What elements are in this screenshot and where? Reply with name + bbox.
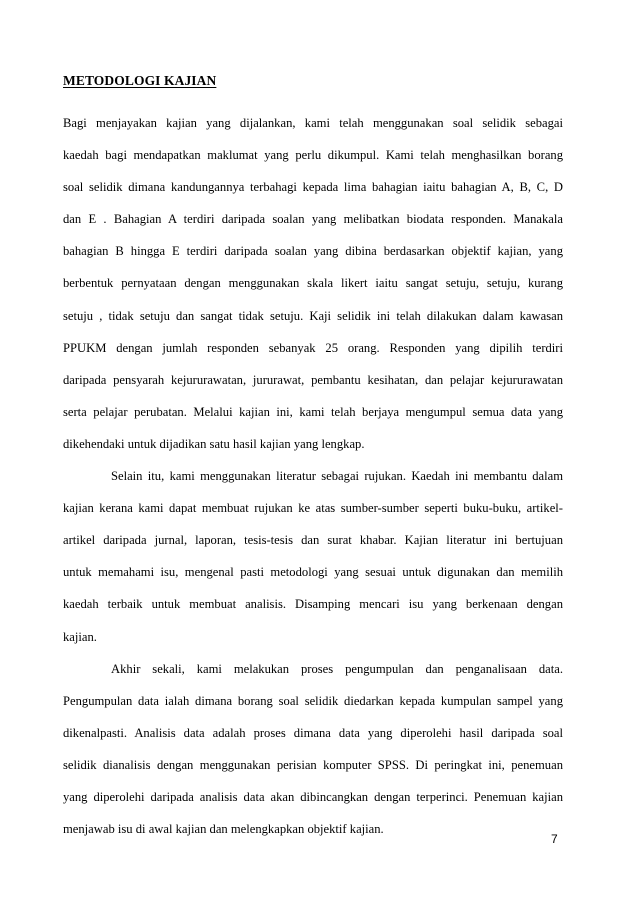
- text-line: serta pelajar perubatan. Melalui kajian ini, kami telah berjaya mengumpul semua data yang: [63, 404, 563, 419]
- paragraph-1: [63, 107, 563, 460]
- text-line: setuju , tidak setuju dan sangat tidak setuju. Kaji selidik ini telah dilakukan dalam kawasan: [63, 308, 563, 323]
- text-line: Pengumpulan data ialah dimana borang soal selidik diedarkan kepada kumpulan sampel yang: [63, 693, 563, 708]
- text-line: daripada pensyarah kejururawatan, jururawat, pembantu kesihatan, dan pelajar kejururawatan: [63, 372, 563, 387]
- text-line: PPUKM dengan jumlah responden sebanyak 25 orang. Responden yang dipilih terdiri: [63, 340, 563, 355]
- text-line: menjawab isu di awal kajian dan melengkapkan objektif kajian.: [63, 822, 384, 837]
- text-line: kaedah bagi mendapatkan maklumat yang perlu dikumpul. Kami telah menghasilkan borang: [63, 148, 563, 163]
- text-line: dikenalpasti. Analisis data adalah proses dimana data yang diperolehi hasil daripada soal: [63, 725, 563, 740]
- text-line: kaedah terbaik untuk membuat analisis. Disamping mencari isu yang berkenaan dengan: [63, 597, 563, 612]
- text-line: soal selidik dimana kandungannya terbahagi kepada lima bahagian iaitu bahagian A, B, C, D: [63, 180, 563, 195]
- text-line: artikel daripada jurnal, laporan, tesis-tesis dan surat khabar. Kajian literatur ini bertujuan: [63, 533, 563, 548]
- paragraph-3: [63, 653, 563, 846]
- text-line: Bagi menjayakan kajian yang dijalankan, kami telah menggunakan soal selidik sebagai: [63, 116, 563, 130]
- text-line: untuk memahami isu, mengenal pasti metodologi yang sesuai untuk digunakan dan memilih: [63, 565, 563, 580]
- text-line: yang diperolehi daripada analisis data akan dibincangkan dengan terperinci. Penemuan kajian: [63, 789, 563, 804]
- text-line: Selain itu, kami menggunakan literatur sebagai rujukan. Kaedah ini membantu dalam: [111, 469, 563, 484]
- text-line: dan E . Bahagian A terdiri daripada soalan yang melibatkan biodata responden. Manakala: [63, 212, 563, 227]
- text-line: Akhir sekali, kami melakukan proses pengumpulan dan penganalisaan data.: [111, 661, 563, 676]
- text-line: kajian.: [63, 629, 97, 644]
- text-line: kajian kerana kami dapat membuat rujukan ke atas sumber-sumber seperti buku-buku, artikel-: [63, 501, 563, 516]
- text-line: dikehendaki untuk dijadikan satu hasil kajian yang lengkap.: [63, 436, 365, 451]
- section-heading: METODOLOGI KAJIAN: [63, 73, 217, 88]
- text-line: selidik dianalisis dengan menggunakan perisian komputer SPSS. Di peringkat ini, penemuan: [63, 757, 563, 772]
- page-number: 7: [551, 832, 558, 846]
- body-text: [63, 107, 563, 845]
- text-line: bahagian B hingga E terdiri daripada soalan yang dibina berdasarkan objektif kajian, yang: [63, 244, 563, 259]
- text-line: berbentuk pernyataan dengan menggunakan skala likert iaitu sangat setuju, setuju, kurang: [63, 276, 563, 291]
- paragraph-2: [63, 460, 563, 653]
